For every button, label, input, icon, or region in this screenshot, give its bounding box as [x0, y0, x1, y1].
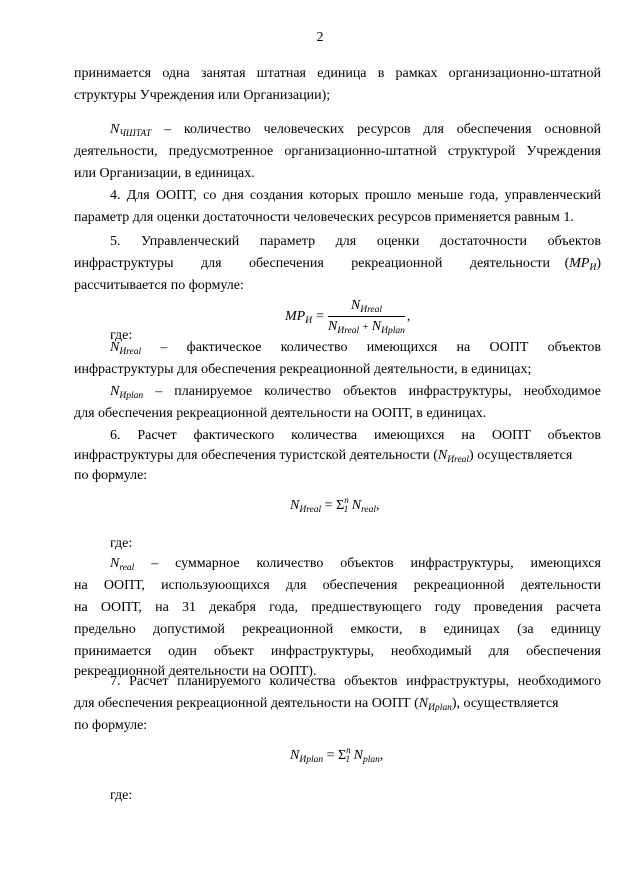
text-span: ), осуществляется: [451, 696, 559, 711]
symbol-n: N: [110, 122, 120, 137]
paren: (: [564, 256, 570, 271]
subscript: Иplan: [299, 755, 324, 765]
symbol-n: N: [371, 319, 382, 334]
equals-sign: =: [324, 498, 333, 513]
subscript: real: [119, 563, 135, 573]
text-span: инфраструктуры для обеспечения туристской деятельности (: [74, 448, 438, 463]
text-line: принимается одна занятая штатная единица в рамках организационно-штатной: [74, 66, 601, 81]
subscript: ЧШТАТ: [119, 129, 152, 139]
text-line-tourist: [74, 446, 601, 466]
text-line: инфраструктуры для обеспечения рекреационной деятельности, в единицах;: [74, 362, 532, 377]
text-line: рекреационной деятельности на ООПТ).: [74, 664, 317, 679]
symbol-mp: MP: [569, 256, 590, 271]
text-line-ireal: [110, 338, 601, 358]
text-line-plan: [74, 694, 601, 714]
symbol-mp: MP: [285, 308, 306, 324]
text-span: – суммарное количество объектов инфраструктуры, имеющихся: [151, 556, 602, 571]
subscript: Иplan: [119, 391, 144, 401]
symbol-n: N: [351, 498, 362, 513]
text-span: инфраструктуры для обеспечения рекреационной деятельности: [74, 256, 550, 271]
text-line: 5. Управленческий параметр для оценки достаточности объектов: [110, 234, 601, 249]
text-span: – планируемое количество объектов инфраструктуры, необходимое: [155, 384, 601, 399]
fraction-denominator: [328, 319, 405, 335]
plus-sign: +: [362, 322, 369, 333]
symbol-n: N: [328, 319, 338, 334]
text-line: или Организации, в единицах.: [74, 166, 255, 181]
text-span: ) осуществляется: [469, 448, 573, 463]
text-line: для обеспечения рекреационной деятельности на ООПТ, в единицах.: [74, 406, 487, 421]
equals-sign: =: [326, 748, 335, 763]
subscript: Иreal: [447, 455, 470, 465]
subscript: Иreal: [119, 347, 142, 357]
sigma-symbol: Σ: [338, 748, 347, 763]
comma: ,: [379, 748, 384, 763]
text-line-real: [110, 554, 601, 574]
equals-sign: =: [316, 308, 324, 324]
page-number: 2: [316, 30, 324, 45]
symbol-n: N: [110, 340, 120, 355]
symbol-n: N: [350, 298, 361, 313]
symbol-n: N: [290, 498, 300, 513]
text-line-mpi: [74, 254, 601, 274]
symbol-n: N: [353, 748, 363, 763]
sum-lower-limit: 1: [345, 754, 351, 764]
where-label: где:: [110, 328, 133, 343]
symbol-n: N: [437, 448, 448, 463]
subscript: Иreal: [360, 305, 383, 315]
text-line: рассчитывается по формуле:: [74, 278, 244, 293]
subscript: Иplan: [428, 703, 452, 713]
subscript: Иplan: [381, 326, 405, 336]
symbol-n: N: [290, 748, 300, 763]
text-line: 4. Для ООПТ, со дня создания которых прошло меньше года, управленческий: [110, 188, 601, 203]
subscript: plan: [363, 755, 380, 765]
text-line-shtat: [110, 120, 601, 140]
sum-lower-limit: 1: [343, 504, 349, 514]
text-line: 7. Расчет планируемого количества объектов инфраструктуры, необходимого: [110, 674, 601, 689]
sum-upper-limit: n: [344, 495, 349, 505]
fraction-bar: [328, 316, 405, 317]
subscript: И: [305, 315, 313, 326]
text-line: структуры Учреждения или Организации);: [74, 88, 331, 103]
text-span: – фактическое количество имеющихся на ООПТ объектов: [160, 340, 602, 355]
paren: ): [596, 256, 601, 271]
text-line: предельно допустимой рекреационной емкости, в единицах (за единицу: [74, 622, 601, 637]
symbol-n: N: [418, 696, 429, 711]
subscript: Иreal: [299, 505, 322, 515]
text-line: деятельности, предусмотренное организационно-штатной структурой Учреждения: [74, 144, 601, 159]
symbol-n: N: [110, 556, 120, 571]
text-line: 6. Расчет фактического количества имеющихся на ООПТ объектов: [110, 428, 601, 443]
comma: ,: [376, 498, 380, 513]
sum-upper-limit: n: [346, 745, 351, 755]
text-line: принимается один объект инфраструктуры, необходимый для обеспечения: [74, 644, 601, 659]
sigma-symbol: Σ: [336, 498, 345, 513]
subscript: Иreal: [337, 326, 360, 336]
fraction-numerator: [328, 298, 405, 314]
text-line: по формуле:: [74, 468, 148, 483]
formula-iplan: [290, 746, 383, 766]
comma: ,: [406, 308, 411, 324]
text-line: на ООПТ, на 31 декабря года, предшествующего году проведения расчета: [74, 600, 601, 615]
text-span: – количество человеческих ресурсов для обеспечения основной: [164, 122, 602, 137]
text-span: для обеспечения рекреационной деятельности на ООПТ (: [74, 696, 419, 711]
text-line: параметр для оценки достаточности человеческих ресурсов применяется равным 1.: [74, 210, 574, 225]
text-line: на ООПТ, используюoщихся для обеспечения рекреационной деятельности: [74, 578, 601, 593]
text-line: по формуле:: [74, 718, 148, 733]
symbol-n: N: [110, 384, 120, 399]
text-line-iplan: [110, 382, 601, 402]
subscript: И: [589, 263, 597, 273]
formula-mp: [285, 298, 410, 335]
where-label: где:: [110, 536, 133, 551]
formula-ireal: [290, 496, 380, 516]
where-label: где:: [110, 788, 133, 803]
subscript: real: [361, 505, 377, 515]
